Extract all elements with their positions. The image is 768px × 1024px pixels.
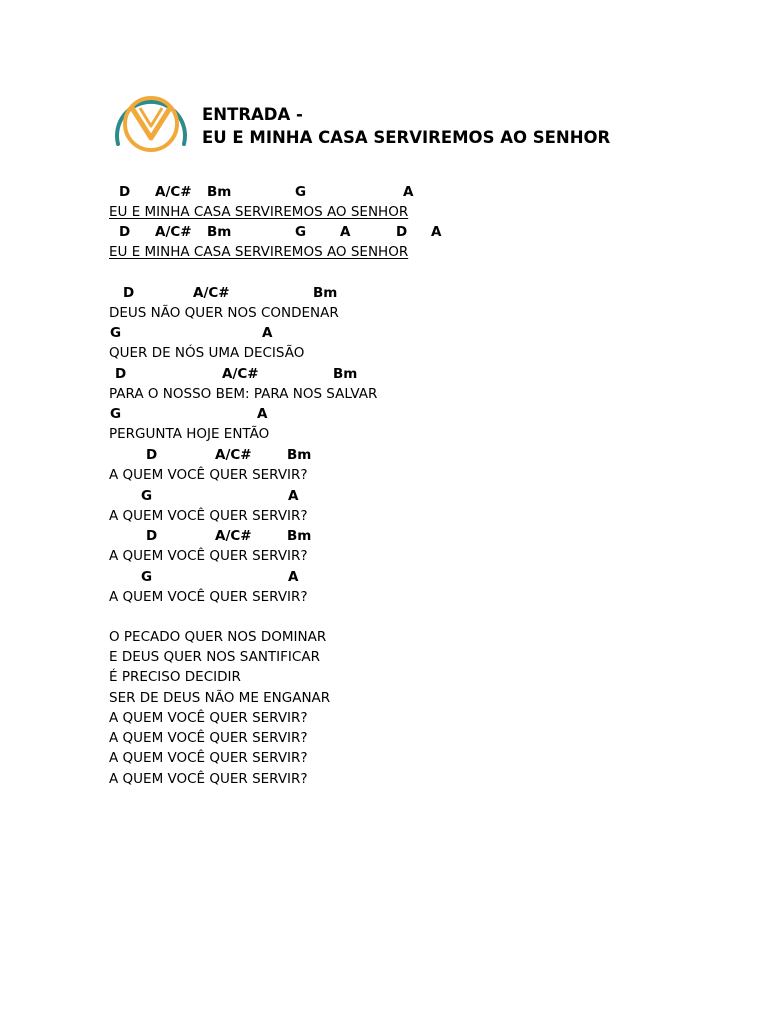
chord-line (0, 404, 768, 424)
lyric-line: DEUS NÃO QUER NOS CONDENAR (109, 305, 339, 321)
lyric-line: A QUEM VOCÊ QUER SERVIR? (109, 771, 308, 787)
chord-line (0, 445, 768, 465)
chord-symbol: D (146, 528, 158, 544)
lyric-line: O PECADO QUER NOS DOMINAR (109, 629, 327, 645)
chord-symbol: A (340, 224, 351, 240)
chord-symbol: G (295, 224, 307, 240)
chord-symbol: A/C# (215, 447, 252, 463)
chord-symbol: G (110, 325, 122, 341)
chord-line (0, 526, 768, 546)
lyric-line: A QUEM VOCÊ QUER SERVIR? (109, 548, 308, 564)
chord-symbol: D (146, 447, 158, 463)
chord-symbol: A/C# (155, 184, 192, 200)
chord-symbol: A/C# (155, 224, 192, 240)
chord-symbol: G (295, 184, 307, 200)
chord-symbol: A/C# (215, 528, 252, 544)
lyric-line: QUER DE NÓS UMA DECISÃO (109, 345, 305, 361)
lyric-line: É PRECISO DECIDIR (109, 669, 241, 685)
chord-symbol: D (119, 224, 131, 240)
chord-symbol: A/C# (193, 285, 230, 301)
lyric-line: EU E MINHA CASA SERVIREMOS AO SENHOR (109, 244, 409, 260)
chord-line (0, 182, 768, 202)
chord-symbol: A/C# (222, 366, 259, 382)
chord-symbol: Bm (313, 285, 338, 301)
lyric-line: A QUEM VOCÊ QUER SERVIR? (109, 467, 308, 483)
chord-symbol: Bm (207, 184, 232, 200)
chord-symbol: A (403, 184, 414, 200)
chord-symbol: D (396, 224, 408, 240)
lyric-line: A QUEM VOCÊ QUER SERVIR? (109, 750, 308, 766)
chord-line (0, 283, 768, 303)
lyric-line: PERGUNTA HOJE ENTÃO (109, 426, 270, 442)
lyric-line: SER DE DEUS NÃO ME ENGANAR (109, 690, 331, 706)
lyric-line: E DEUS QUER NOS SANTIFICAR (109, 649, 320, 665)
lyric-line: A QUEM VOCÊ QUER SERVIR? (109, 508, 308, 524)
chord-symbol: Bm (287, 447, 312, 463)
chord-symbol: G (141, 569, 153, 585)
chord-symbol: G (141, 488, 153, 504)
chord-symbol: Bm (287, 528, 312, 544)
circle-v-logo-icon (108, 90, 194, 160)
chord-symbol: A (262, 325, 273, 341)
chord-symbol: A (288, 488, 299, 504)
chord-symbol: D (115, 366, 127, 382)
chord-symbol: A (288, 569, 299, 585)
chord-symbol: Bm (207, 224, 232, 240)
chord-symbol: Bm (333, 366, 358, 382)
lyric-line: A QUEM VOCÊ QUER SERVIR? (109, 710, 308, 726)
chord-line (0, 222, 768, 242)
chord-symbol: A (431, 224, 442, 240)
lyric-line: A QUEM VOCÊ QUER SERVIR? (109, 730, 308, 746)
chord-line (0, 323, 768, 343)
page-title (202, 103, 610, 149)
chord-line (0, 364, 768, 384)
lyric-line: A QUEM VOCÊ QUER SERVIR? (109, 589, 308, 605)
chord-symbol: G (110, 406, 122, 422)
title-line-1: ENTRADA - (202, 105, 303, 124)
chord-symbol: D (123, 285, 135, 301)
lyric-line: PARA O NOSSO BEM: PARA NOS SALVAR (109, 386, 378, 402)
chord-symbol: A (257, 406, 268, 422)
lyric-line: EU E MINHA CASA SERVIREMOS AO SENHOR (109, 204, 409, 220)
chord-line (0, 567, 768, 587)
chord-line (0, 486, 768, 506)
chord-symbol: D (119, 184, 131, 200)
title-line-2: EU E MINHA CASA SERVIREMOS AO SENHOR (202, 128, 611, 147)
